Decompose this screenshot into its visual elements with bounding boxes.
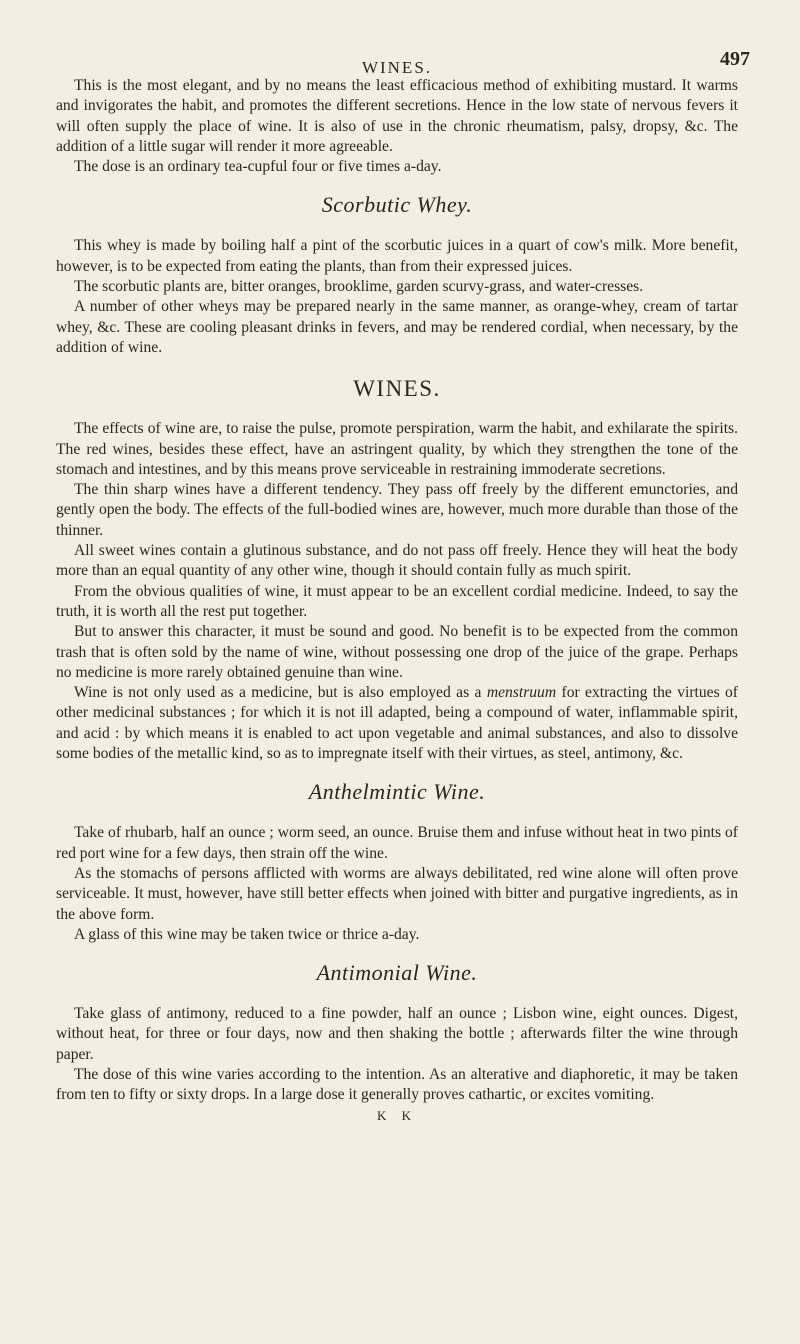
paragraph: A number of other wheys may be prepared nearly in the same manner, as orange-whey, cream of tartar whey, &c. These are cooling pleasant drinks in fevers, and may be rendered cordial, when necessary, by the addition of wine. <box>56 298 738 356</box>
signature-mark: K K <box>376 1107 418 1123</box>
running-title: WINES. <box>361 58 433 77</box>
paragraph: As the stomachs of persons afflicted with worms are always debilitated, red wine alone will often prove serviceable. It must, however, have still better effects when joined with bitter and purgative ingredients, as in the above form. <box>56 864 738 923</box>
paragraph: The effects of wine are, to raise the pulse, promote perspiration, warm the habit, and exhilarate the spirits. The red wines, besides these effect, have an astringent quality, by which they strengthen the tone of the stomach and intestines, and by this means prove serviceable in restraining immoderate secretions. <box>56 420 738 478</box>
paragraph: From the obvious qualities of wine, it must appear to be an excellent cordial medicine. Indeed, to say the truth, it is worth all the rest put together. <box>56 582 738 620</box>
section-heading-anthelmintic-wine: Anthelmintic Wine. <box>308 779 486 805</box>
antimonial-section <box>56 1004 738 1105</box>
paragraph <box>56 683 738 764</box>
paragraph: All sweet wines contain a glutinous substance, and do not pass off freely. Hence they will heat the body more than an equal quantity of any other wine, though it should contain fully as much spirit. <box>56 542 738 580</box>
running-head <box>56 28 750 77</box>
anthelmintic-section <box>56 823 738 945</box>
paragraph: The dose is an ordinary tea-cupful four or five times a-day. <box>74 158 442 176</box>
paragraph: Take glass of antimony, reduced to a fine powder, half an ounce ; Lisbon wine, eight ounces. Digest, without heat, for three or four days, now and then shaking the bottle ; afterwards filter the wine through paper. <box>56 1005 738 1063</box>
text-run: for extracting the virtues of other medicinal substances ; for which it is not ill adapted, being a compound of water, inflammable spirit, and acid : by which means it is enabled to act upon vegetable and animal substances, and also to dissolve some bodies of the metallic kind, so as to impregnate itself with their virtues, as steel, antimony, &c. <box>56 684 738 763</box>
paragraph: This whey is made by boiling half a pint of the scorbutic juices in a quart of cow's milk. More benefit, however, is to be expected from eating the plants, than from their expressed juices. <box>56 237 738 275</box>
paragraph: A glass of this wine may be taken twice or thrice a-day. <box>74 925 420 943</box>
wines-section <box>56 419 738 764</box>
paragraph: This is the most elegant, and by no means the least efficacious method of exhibiting mustard. It warms and invigorates the habit, and promotes the different secretions. Hence in the low state of nervous fevers it will often supply the place of wine. It is also of use in the chronic rheumatism, palsy, dropsy, &c. The addition of a little sugar will render it more agreeable. <box>56 77 738 155</box>
latin-term: menstruum <box>486 684 557 702</box>
paragraph: The thin sharp wines have a different tendency. They pass off freely by the different emunctories, and gently open the body. The effects of the full-bodied wines are, however, much more durable than those of the thinner. <box>56 481 738 539</box>
paragraph: The dose of this wine varies according to the intention. As an alterative and diaphoretic, it may be taken from ten to fifty or sixty drops. In a large dose it generally proves cathartic, or excites vomiting. <box>56 1065 738 1104</box>
text-run: Wine is not only used as a medicine, but is also employed as a <box>74 684 487 702</box>
paragraph: Take of rhubarb, half an ounce ; worm seed, an ounce. Bruise them and infuse without heat in two pints of red port wine for a few days, then strain off the wine. <box>56 824 738 862</box>
section-heading-antimonial-wine: Antimonial Wine. <box>316 960 478 986</box>
intro-section <box>56 76 738 177</box>
section-heading-wines: WINES. <box>353 376 441 402</box>
paragraph: But to answer this character, it must be sound and good. No benefit is to be expected from the common trash that is often sold by the name of wine, without possessing one drop of the juice of the grape. Perhaps no medicine is more rarely obtained genuine than wine. <box>56 623 738 681</box>
paragraph: The scorbutic plants are, bitter oranges, brooklime, garden scurvy-grass, and water-cresses. <box>74 278 644 296</box>
scorbutic-section <box>56 236 738 358</box>
page-number: 497 <box>720 48 750 70</box>
section-heading-scorbutic-whey: Scorbutic Whey. <box>321 192 473 218</box>
